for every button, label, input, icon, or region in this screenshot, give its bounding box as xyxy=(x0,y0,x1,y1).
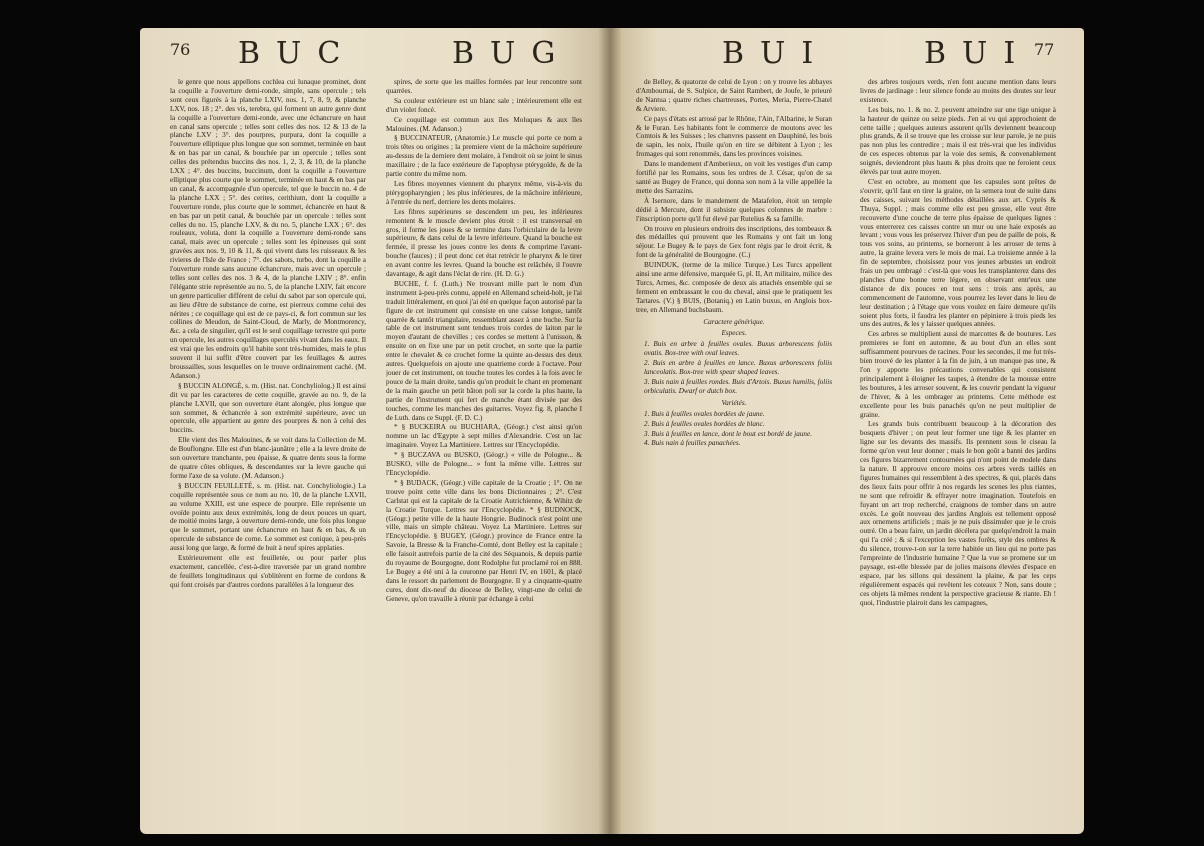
list-item: 4. Buis nain à feuilles panachées. xyxy=(644,439,741,448)
list-item: 1. Buis en arbre à feuilles ovales. Buxus arborescens foliis ovatis. Box-tree with oval leaves. xyxy=(644,340,832,358)
left-running-head-2: BUG xyxy=(452,36,572,71)
paragraph: Les fibres moyennes viennent du pharynx même, vis-à-vis du ptérygopharyngien ; les plus inférieures, de la mâchoire inférieure, à l'entrée du nerf, derriere les dents molaires. xyxy=(386,179,582,206)
paragraph: * § BUDACK, (Géogr.) ville capitale de la Croatie ; 1°. On ne trouve point cette ville dans les bons Dictionnaires ; 2°. C'est Carlstat qui est la capitale de la Croatie Autrichienne, & Wihitz de la Croatie Turque. Lettres sur l'Encyclopédie. * § BUDNOCK, (Géogr.) petite ville de la haute Hongrie. Budinock n'est point une ville, mais un simple château. Voyez La Martiniere. Lettres sur l'Encyclopédie. § BUGEY, (Géogr.) province de France entre la Savoie, la Bresse & la Franche-Comté, dont Belley est la capitale ; elle faisoit autrefois partie de la cité des Séquanois, & depuis partie du royaume de Bourgogne, dont Rodolphe fut proclamé roi en 888. Le Bugey a été uni à la couronne par Henri IV, en 1601, & placé dans le ressort du parlement de Bourgogne. Il y a cinquante-quatre cures, dont dix-neuf du diocese de Belley, vingt-une de celui de Geneve, qu'on travaille à réunir par échange à celui xyxy=(386,478,582,603)
paragraph: spires, de sorte que les mailles formées par leur rencontre sont quarrées. xyxy=(386,78,582,95)
right-column-1 xyxy=(636,78,832,818)
right-running-head-2: BUI xyxy=(924,36,1032,71)
paragraph: Sa couleur extérieure est un blanc sale ; intérieurement elle est d'un violet foncé. xyxy=(386,96,582,114)
paragraph: Ce coquillage est commun aux îles Moluques & aux îles Malouines. (M. Adanson.) xyxy=(386,115,582,133)
paragraph: Dans le mandement d'Amberieux, on voit les vestiges d'un camp fortifié par les Romains, sous les ordres de J. César, qu'on de sa santé au Bugey de France, qui donna son nom à la ville appellée la mette des Sarrazins. xyxy=(636,160,832,195)
paragraph: Les buis, no. 1. & no. 2. peuvent atteindre sur une tige unique à la hauteur de quinze ou seize pieds. J'en ai vu qui approchoient de cette taille ; quelques auteurs assurent qu'ils deviennent beaucoup plus grands, & il se trouve que les croisse sur leur parole, je ne puis pas non plus les contredire ; mais il est très-vrai que les individus de ces especes obtenus par la voie des semis, & convenablement soignés, deviendront plus hauts & plus droits que ne feroient ceux élevés par tout autre moyen. xyxy=(860,105,1056,177)
list-item: 3. Buis à feuilles en lance, dont le bout est bordé de jaune. xyxy=(644,429,813,438)
list-item: 1. Buis à feuilles ovales bordées de jaune. xyxy=(644,409,765,418)
paragraph: Ce pays d'états est arrosé par le Rhône, l'Ain, l'Albarine, le Suran & le Furan. Les habitants font le commerce de moutons avec les Comtois & les Suisses ; les chanvres passent en Dauphiné, les bois de sapin, les noix, l'huile qu'on en tire se débitent à Lyon ; les fromages qui sont renommés, dans les provinces voisines. xyxy=(636,114,832,159)
section-heading: Especes. xyxy=(721,329,747,338)
book-gutter xyxy=(598,28,622,834)
section-heading: Variétés. xyxy=(721,398,747,407)
list-item: 3. Buis nain à feuilles rondes. Buis d'Artois. Buxus humilis, foliis orbiculatis. Dwarf or dutch box. xyxy=(644,378,832,395)
list-item: 2. Buis en arbre à feuilles en lance. Buxus arborescens foliis lanceolatis. Box-tree with spear shaped leaves. xyxy=(644,359,832,377)
right-page-number: 77 xyxy=(1034,40,1055,59)
paragraph: BUCHE, f. f. (Luth.) Ne trouvant mille part le nom d'un instrument à-peu-près connu, appelé en Allemand scheid-holt, je l'ai traduit littéralement, en quoi j'ai été en quelque façon autorisé par la figure de cet instrument qui consiste en une caisse longue, tantôt quarrée & tantôt triangulaire, ressemblant assez à une buche. Sur la table de cet instrument sont tendues trois cordes de laiton par le moyen d'autant de chevilles ; ces cordes se mettent à l'unisson, & ensuite on en fixe une par un petit crochet, en sorte que la partie entre le chevalet & ce crochet forme la quinte au-dessus des deux autres. Quelquefois on ajoute une quatrieme corde à l'octave. Pour jouer de cet instrument, on touche toutes les cordes à la fois avec le pouce de la main droite, tandis qu'on produit le chant en promenant de la main gauche un petit bâton poli sur la corde la plus haute, la partie de l'instrument qui fert de manche étant divisée par des touches, comme les manches des guitarres. Voyez fig. 8, planche I de Luth. dans ce Suppl. (F. D. C.) xyxy=(386,279,582,422)
left-column-1 xyxy=(170,78,366,818)
paragraph: Les fibres supérieures se descendent un peu, les inférieures remontent & le muscle devient plus étroit : il est transversal en gros, il forme les joues & se termine dans l'orbiculaire de la levre supérieure, & dans celui de la levre inférieure. Quand la bouche est fermée, il presse les joues contre les dents & comprime l'avant-bouche (fauces) ; il peut donc cet état retrécir le pharynx & le tirer en avant contre les levres. Quand la bouche est relâchée, il l'ouvre davantage, & agit dans l'éclat de rire. (H. D. G.) xyxy=(386,207,582,279)
left-running-head-1: BUC xyxy=(238,36,357,71)
paragraph: C'est en octobre, au moment que les capsules sont prêtes de s'ouvrir, qu'il faut en tirer la graine, on la semera tout de suite dans des caisses, suivant les méthodes détaillées aux art. Cyprès & Thuya, Suppl. ; mais comme elle est peu grosse, elle veut être recouverte d'une couche de terre plus épaisse de quelques lignes : vous enterrerez ces caisses contre un mur ou une haie exposés au levant ; vous vous les préservez l'hiver d'un peu de paille de pois, & tous vos soins, au printems, se borneront à les arroser de tems à autre, la graine levera vers le mois de mai. La troisieme année à la fin de septembre, choisissez pour vos jeunes arbustes un endroit frais un peu ombragé : c'est-là que vous les transplanterez dans des planches d'une bonne terre légere, en observant entr'eux une distance de dix pouces en tout sens : trois ans après, au commencement de l'automne, vous pourrez les lever dans le lieu de leur destination ; à l'étage que vous voulez en faire demeure qu'ils soient plus forts, il faudra les planter en pépiniere à trois pieds les uns des autres, & les y laisser quelques années. xyxy=(860,177,1056,329)
right-running-head-1: BUI xyxy=(722,36,830,71)
left-page-number: 76 xyxy=(170,40,191,59)
paragraph: Les grands buis contribuent beaucoup à la décoration des bosquets d'hiver ; on peut leur former une tige & les planter en ligne sur les devants des massifs. Ils prennent sous le ciseau la forme qu'on veut leur donner ; mais le bon goût a banni des jardins ces figures bizarrement contournées qui n'ont point de modele dans la nature. Il approuve encore moins ces arbres verds taillés en figures humaines qui ressemblent à des spectres, & qui, placés dans des lieux faits pour offrir à nos regards les scenes les plus riantes, ne sont que refroidir & effrayer notre imagination. Toutefois en fuyant un art trop recherché, craignons de tomber dans un autre excès. Le goût nouveau des jardins Anglois est tellement opposé aux ornemens artificiels ; mais je ne puis dissimuler que je le crois outré. On a beau faire, un jardin décélera par quelqu'endroit la main qui l'a créé ; & si l'exception les vastes forêts, style des ombres & du silence, trouve-t-on sur la terre habitée un lieu qui ne porte pas l'empreinte de l'industrie humaine ? Que la vue se promene sur un paysage, est-elle blessée par de jolies maisons élevées d'espace en espace, par les sillons qui dessinent la plaine, & par les ceps régulièrement espacés qui revêtent les coteaux ? Non, sans doute ; ces objets là mêmes rendent la perspective gracieuse & riante. Eh ! quoi, l'industrie plairoit dans les campagnes, xyxy=(860,420,1056,607)
paragraph: * § BUCKEIRA ou BUCHIARA, (Géogr.) c'est ainsi qu'on nomme un lac d'Egypte à sept milles d'Alexandrie. C'est un lac imaginaire. Voyez La Martiniere. Lettres sur l'Encyclopédie. xyxy=(386,423,582,450)
paragraph: À Isernore, dans le mandement de Matafelon, étoit un temple dédié à Mercure, dont il subsiste quelques colonnes de marbre : l'inscription porte qu'il fut élevé par Rutelius & sa famille. xyxy=(636,196,832,223)
paragraph: On trouve en plusieurs endroits des inscriptions, des tombeaux & des médailles qui prouvent que les Romains y ont fait un long séjour. Le Bugey & le pays de Gex font régis par le droit écrit, & font de la généralité de Bourgogne. (C.) xyxy=(636,224,832,260)
paragraph: Ces arbres se multiplient aussi de marcottes & de boutures. Les premieres se font en automne, & au bout d'un an elles sont suffisamment pourvues de racines. Pour les secondes, il me fut très-bien trouvé de les planter à la fin de juin, à un manque pas une, & l'on y apporte les précautions convenables qui consistent principalement à éloigner les taupes, à étendre de la mousse entre les boutures, à les arroser souvent, & les couvrir pendant la vigueur de l'hiver, & à les ombrager au printems. Cette méthode est excellente pour les buis panachés qu'on ne peut multiplier de graine. xyxy=(860,330,1056,419)
paragraph: BUINDUK, (terme de la milice Turque.) Les Turcs appellent ainsi une arme défensive, marquée G, pl. II, Art militaire, milice des Turcs, Armes, &c. composée de deux ais attachés ensemble qui se ferment en embrassant le cou du cheval, ainsi que le pratiquent les Tartares. (V.) § BUIS, (Botaniq.) en Latin buxus, en Anglois box-tree, en Allemand buchsbaum. xyxy=(636,261,832,314)
left-column-2 xyxy=(386,78,582,818)
paragraph: le genre que nous appellons cochlea cui lunaque prominet, dont la coquille a l'ouverture demi-ronde, simple, sans opercule ; tels sont ceux figurés à la planche LXIV, nos. 1, 7, 8, 9, & planche LXV, nos. 18 ; 2°. des vis, terebra, qui forment un autre genre dont la coquille a l'ouverture demi-ronde, avec une échancrure en haut en canal sans opercule ; telles sont celles des nos. 12 & 13 de la planche LXV ; 3°. des pourpres, purpura, dont la coquille a l'ouverture elliptique plus longue que son sommet, terminée en haut & en bas par un canal, & bouchée par un opercule ; telles sont celles des prétendus buccins des nos. 1, 2, 3, & 10, de la planche LXX ; 4°. des buccins, buccinum, dont la coquille a l'ouverture elliptique plus courte que le sommet, terminée en haut & en bas par un canal, & accompagnée d'un opercule, tel que le buccin no. 4 de la planche LXX ; 5°. des cerites, cerithium, dont la coquille a l'ouverture ronde, plus courte que le sommet, échancrée en haut & en bas par un petit canal, & bouchée par un opercule : telles sont celles du no. 15, planche LXV, & du no. 5, planche LXX ; 6°. des rouleaux, voluta, dont la coquille a l'ouverture demi-ronde sans canal, mais avec un opercule ; telles sont les épineuses qui sont gravées aux nos. 9, 10 & 11, & qui vivent dans les ruisseaux & les rivieres de l'Isle de France ; 7°. des sabots, turbo, dont la coquille a l'ouverture ronde sans aucune échancrure, mais avec un opercule ; telles sont celles des nos. 3 & 4, de la planche LXIV ; 8°. enfin l'élégante strie représentée au no. 5, de la planche LXIV, fait encore un genre particulier différent de celui du sabot par son opercule qui, au lieu d'être de substance de corne, est pierreux comme celui des nérites ; ce coquillage qui est de ce pays-ci, & fort commun sur les collines de Meudon, de Saint-Cloud, de Marly, de Montmorency, &c. a cela de singulier, qu'il est le seul coquillage terrestre qui porte un opercule, les autres coquillages operculés vivant dans les eaux. Il est vrai que les endroits qu'il habite sont très-humides, mais le plus souvent il lui suffit d'être couvert par les feuillages & autres broussailles, sous lesquelles on le trouve ordinairement caché. (M. Adanson.) xyxy=(170,78,366,380)
paragraph: * § BUCZAVA ou BUSKO, (Géogr.) « ville de Pologne... & BUSKO, ville de Pologne... » font la même ville. Lettres sur l'Encyclopédie. xyxy=(386,451,582,477)
paragraph: Extérieurement elle est feuilletée, ou pour parler plus exactement, cancellée, c'est-à-dire traversée par un grand nombre de feuillets longitudinaux qui s'oblitèrent en forme de cordons & qui font croisés par d'autres cordons parallèles à la longueur des xyxy=(170,554,366,589)
list-item: 2. Buis à feuilles ovales bordées de blanc. xyxy=(644,419,765,428)
paragraph: de Belley, & quatorze de celui de Lyon : on y trouve les abbayes d'Ambournai, de S. Sulpice, de Saint Rambert, de Joufe, le prieuré de Nantua ; quatre riches chartreuses, Portes, Meria, Pierre-Chatel & Arviere. xyxy=(636,78,832,113)
paragraph: § BUCCIN FEUILLETÉ, s. m. (Hist. nat. Conchyliologie.) La coquille représentée sous ce nom au no. 10, de la planche LXVII, au volume XXIII, est une espece de pourpre. Elle représente un ovoïde pointu aux deux extrémités, long de deux pouces un quart, de moitié moins large, à ouverture demi-ronde, une fois plus longue que le sommet, portant une échancrure en haut & en bas, & un opercule de substance de corne. Le sommet est conique, à peu-près aussi long que large, & formé de huit à neuf spires applaties. xyxy=(170,481,366,553)
section-heading: Caractere générique. xyxy=(703,317,765,326)
paragraph: § BUCCINATEUR, (Anatomie.) Le muscle qui porte ce nom a trois têtes ou origines ; la premiere vient de la mâchoire supérieure au-dessus de la derniere dent molaire, à l'endroit où se joint le sinus maxillaire ; de la face extérieure de l'apophyse ptérygoïde, & de la partie contre du même nom. xyxy=(386,134,582,179)
right-column-2 xyxy=(860,78,1056,818)
paragraph: § BUCCIN ALONGÉ, s. m. (Hist. nat. Conchyliolog.) Il est ainsi dit vu par les caracteres de cette coquille, gravée au no. 9, de la planche LXVII, que son ouverture étant alongée, plus longue que son sommet, & échancrée à son extrémité supérieure, avec un opercule, elle appartient au genre des pourpres & non à celui des buccins. xyxy=(170,381,366,435)
paragraph: des arbres toujours verds, n'en font aucune mention dans leurs livres de jardinage : leur silence fonde au moins des doutes sur leur existence. xyxy=(860,78,1056,104)
paragraph: Elle vient des îles Malouines, & se voit dans la Collection de M. de Bouflongne. Elle est d'un blanc-jaunâtre ; elle a la levre droite de son ouverture tranchante, peu épaisse, & quatre dents sous la forme de quatre côtes obliques, & descendantes sur la levre gauche qui forme l'axe de sa volute. (M. Adanson.) xyxy=(170,436,366,480)
